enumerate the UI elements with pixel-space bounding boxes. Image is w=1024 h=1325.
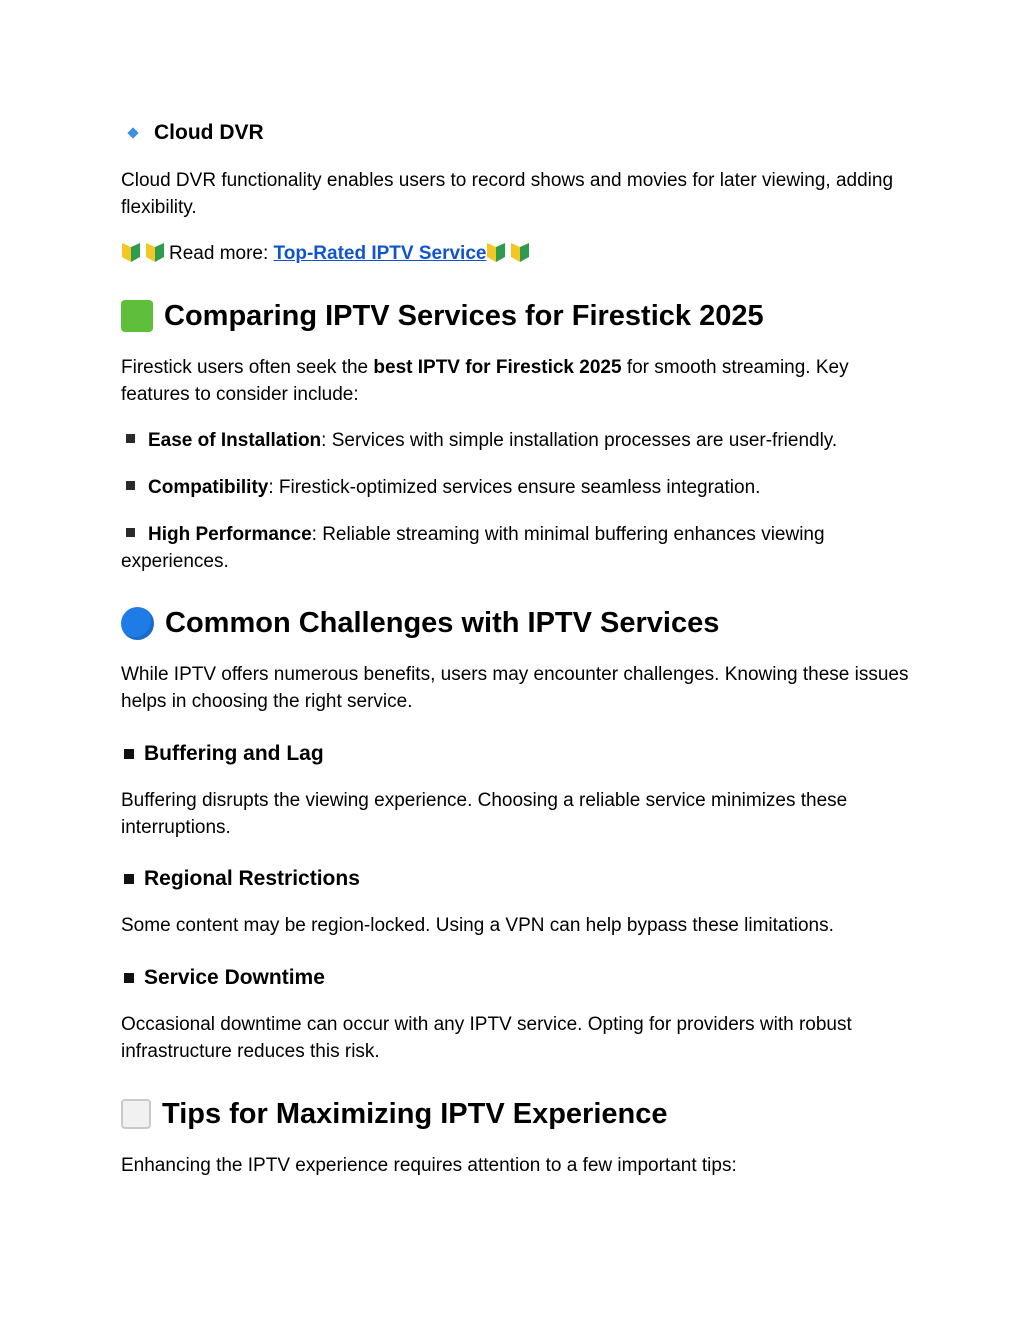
top-rated-iptv-link[interactable]: Top-Rated IPTV Service <box>273 243 487 264</box>
cloud-dvr-heading <box>121 120 264 146</box>
challenge-heading <box>121 965 325 991</box>
feature-item <box>121 522 911 575</box>
comparing-intro-bold: best IPTV for Firestick 2025 <box>373 357 622 378</box>
square-bullet-icon <box>126 434 135 443</box>
feature-title: Ease of Installation <box>148 430 322 451</box>
blue-circle-icon <box>121 607 154 640</box>
challenge-text: Buffering disrupts the viewing experience. Choosing a reliable service minimizes these interruptions. <box>121 790 848 838</box>
challenge-title: Buffering and Lag <box>144 742 324 765</box>
white-square-icon <box>121 1099 151 1129</box>
challenge-text: Some content may be region-locked. Using a VPN can help bypass these limitations. <box>121 915 834 936</box>
read-more-prefix: Read more: <box>169 243 274 264</box>
feature-item <box>121 475 911 502</box>
challenges-heading-text: Common Challenges with IPTV Services <box>165 607 720 639</box>
feature-title: High Performance <box>148 524 312 545</box>
challenge-title: Service Downtime <box>144 966 325 989</box>
beginner-shield-icon <box>486 241 506 263</box>
square-bullet-icon <box>126 481 135 490</box>
feature-title: Compatibility <box>148 477 269 498</box>
beginner-shield-icon <box>121 241 141 263</box>
beginner-shield-icon <box>145 241 165 263</box>
challenge-title: Regional Restrictions <box>144 867 360 890</box>
challenges-heading <box>121 605 719 641</box>
comparing-intro-before: Firestick users often seek the <box>121 357 374 378</box>
tips-heading-text: Tips for Maximizing IPTV Experience <box>162 1098 668 1130</box>
comparing-intro-after: for smooth streaming. Key features to consider include: <box>121 357 849 405</box>
comparing-heading <box>121 298 764 334</box>
beginner-shield-icon <box>510 241 530 263</box>
feature-item <box>121 428 911 455</box>
challenge-heading <box>121 741 324 767</box>
blue-diamond-icon <box>127 127 138 138</box>
feature-text: : Firestick-optimized services ensure seamless integration. <box>268 477 761 498</box>
challenges-intro: While IPTV offers numerous benefits, users may encounter challenges. Knowing these issues helps in choosing the right service. <box>121 664 909 712</box>
comparing-intro <box>121 355 911 408</box>
tips-intro: Enhancing the IPTV experience requires attention to a few important tips: <box>121 1155 737 1176</box>
challenge-heading <box>121 866 360 892</box>
black-square-icon <box>124 749 134 759</box>
challenge-text: Occasional downtime can occur with any IPTV service. Opting for providers with robust infrastructure reduces this risk. <box>121 1014 852 1062</box>
square-bullet-icon <box>126 528 135 537</box>
feature-text: : Services with simple installation processes are user-friendly. <box>321 430 838 451</box>
cloud-dvr-heading-text: Cloud DVR <box>154 121 264 144</box>
green-square-icon <box>121 300 153 332</box>
black-square-icon <box>124 973 134 983</box>
read-more-line <box>121 241 911 268</box>
cloud-dvr-paragraph: Cloud DVR functionality enables users to record shows and movies for later viewing, adding flexibility. <box>121 170 894 218</box>
comparing-heading-text: Comparing IPTV Services for Firestick 2025 <box>164 300 764 332</box>
black-square-icon <box>124 874 134 884</box>
feature-text: : Reliable streaming with minimal buffering enhances viewing experiences. <box>121 524 825 572</box>
tips-heading <box>121 1096 668 1132</box>
